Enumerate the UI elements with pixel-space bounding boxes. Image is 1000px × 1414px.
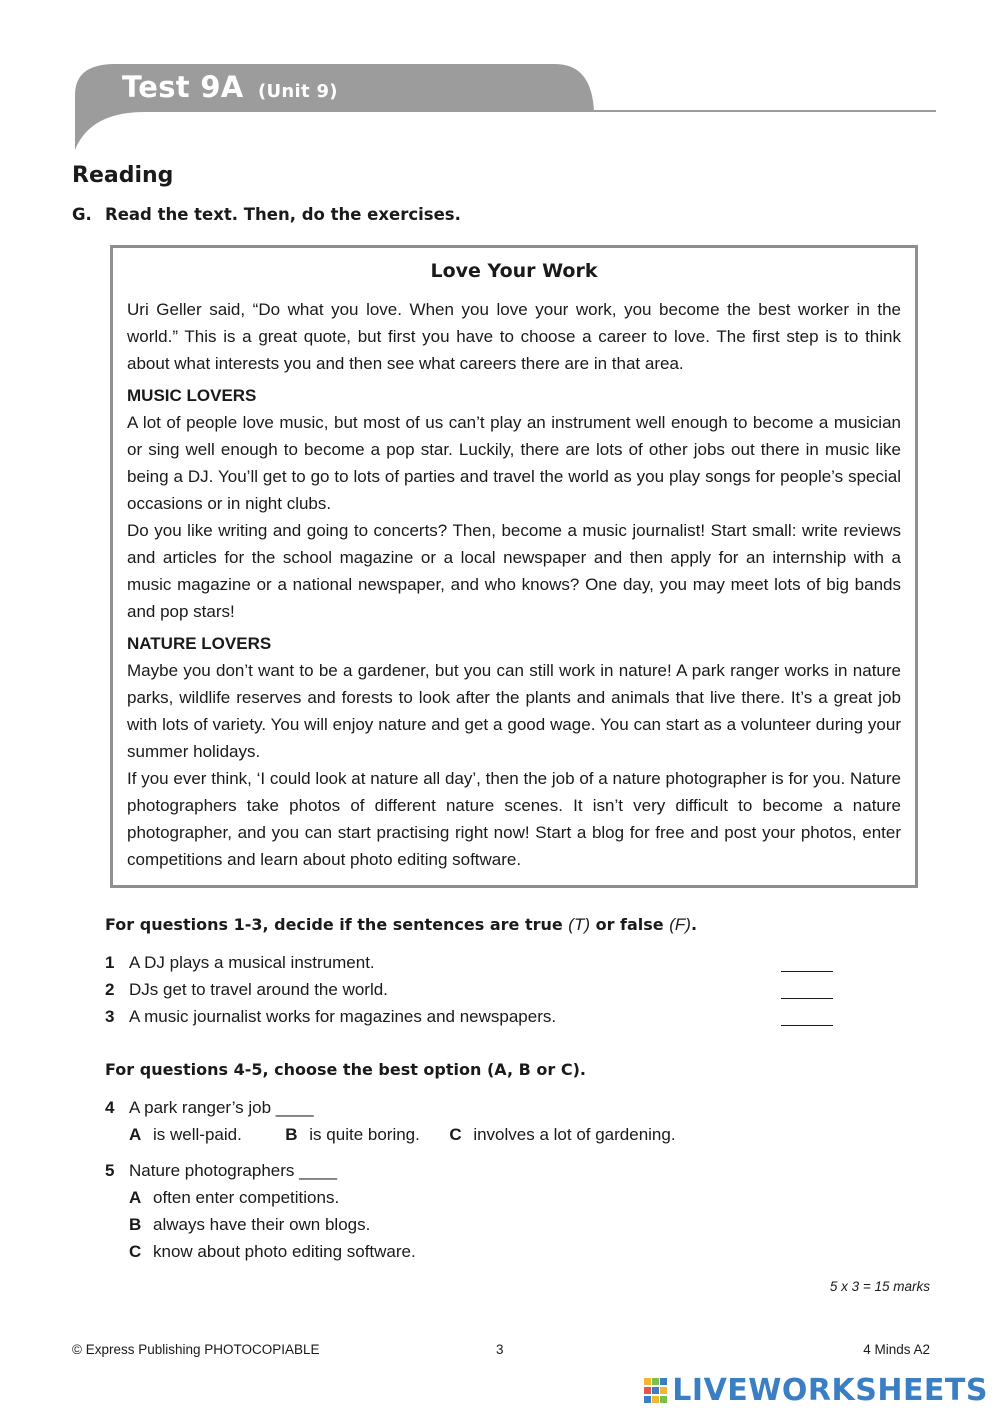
mc-question-5: 5 Nature photographers ____ bbox=[105, 1161, 337, 1180]
answer-blank-3[interactable] bbox=[781, 1025, 833, 1026]
nature-paragraph-2: If you ever think, ‘I could look at nature all day’, then the job of a nature photographer is for you. Nature photographers take photos of different nature scenes. It isn’t very difficult to become a nature photographer, and you can start practising right now! Start a blog for free and post your photos, enter competitions and learn about photo editing software. bbox=[127, 769, 901, 869]
mc-question-4: 4 A park ranger’s job ____ bbox=[105, 1098, 314, 1117]
music-lovers-heading: MUSIC LOVERS bbox=[127, 386, 257, 405]
footer-page-number: 3 bbox=[496, 1342, 504, 1357]
reading-text-box bbox=[110, 245, 918, 888]
reading-body bbox=[127, 296, 901, 873]
answer-blank-1[interactable] bbox=[781, 971, 833, 972]
tf-question-3: 3 A music journalist works for magazines and newspapers. bbox=[105, 1007, 557, 1026]
test-title: Test 9A (Unit 9) bbox=[122, 70, 338, 104]
q4-option-c[interactable]: C involves a lot of gardening. bbox=[449, 1125, 676, 1144]
liveworksheets-wordmark: LIVEWORKSHEETS bbox=[672, 1373, 988, 1408]
tf-question-1: 1 A DJ plays a musical instrument. bbox=[105, 953, 375, 972]
false-label: (F) bbox=[669, 915, 691, 934]
q5-option-c[interactable]: C know about photo editing software. bbox=[129, 1242, 416, 1261]
section-title: Reading bbox=[72, 163, 174, 188]
liveworksheets-logo[interactable] bbox=[644, 1373, 988, 1408]
unit-label: (Unit 9) bbox=[257, 81, 338, 102]
footer-book-title: 4 Minds A2 bbox=[863, 1342, 930, 1357]
true-label: (T) bbox=[568, 915, 591, 934]
liveworksheets-icon bbox=[644, 1378, 668, 1404]
marks-total: 5 x 3 = 15 marks bbox=[829, 1279, 930, 1294]
reading-title: Love Your Work bbox=[430, 260, 598, 282]
multiple-choice-heading: For questions 4-5, choose the best option (A, B or C). bbox=[105, 1060, 586, 1079]
nature-lovers-heading: NATURE LOVERS bbox=[127, 634, 272, 653]
q4-option-b[interactable]: B is quite boring. bbox=[285, 1125, 420, 1144]
q4-options bbox=[129, 1125, 676, 1145]
nature-paragraph-1: Maybe you don’t want to be a gardener, but you can still work in nature! A park ranger works in nature parks, wildlife reserves and forests to look after the plants and animals that live there. It’s a great job with lots of variety. You will enjoy nature and get a good wage. You can start as a volunteer during your summer holidays. bbox=[127, 661, 901, 761]
true-false-heading: For questions 1-3, decide if the sentences are true (T) or false (F). bbox=[105, 915, 698, 934]
exercise-letter: G. bbox=[72, 205, 92, 224]
footer-copyright: © Express Publishing PHOTOCOPIABLE bbox=[72, 1342, 320, 1357]
tf-question-2: 2 DJs get to travel around the world. bbox=[105, 980, 388, 999]
music-paragraph-2: Do you like writing and going to concerts? Then, become a music journalist! Start small: write reviews and articles for the school magazine or a local newspaper and then apply for an internship with a music magazine or a national newspaper, and who knows? One day, you may meet lots of big bands and pop stars! bbox=[127, 521, 901, 621]
q4-option-a[interactable]: A is well-paid. bbox=[129, 1125, 242, 1144]
answer-blank-2[interactable] bbox=[781, 998, 833, 999]
music-paragraph-1: A lot of people love music, but most of us can’t play an instrument well enough to become a musician or sing well enough to become a pop star. Luckily, there are lots of other jobs out there in music like being a DJ. You’ll get to go to lots of parties and travel the world as you play songs for people’s special occasions or in night clubs. bbox=[127, 413, 901, 513]
q5-option-b[interactable]: B always have their own blogs. bbox=[129, 1215, 371, 1234]
intro-paragraph: Uri Geller said, “Do what you love. When you love your work, you become the best worker in the world.” This is a great quote, but first you have to choose a career to love. The first step is to think about what interests you and then see what careers there are in that area. bbox=[127, 300, 901, 373]
exercise-instruction bbox=[72, 205, 461, 224]
instruction-text: Read the text. Then, do the exercises. bbox=[105, 205, 461, 224]
q5-option-a[interactable]: A often enter competitions. bbox=[129, 1188, 340, 1207]
